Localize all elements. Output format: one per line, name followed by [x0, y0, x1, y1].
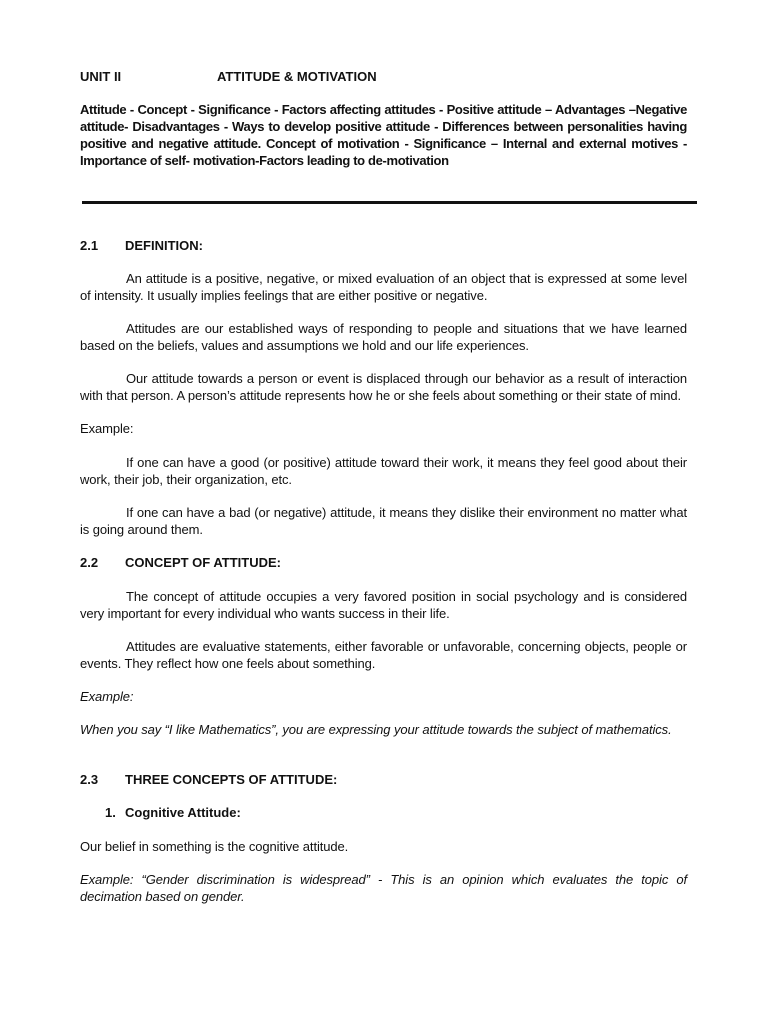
example-text: Example: “Gender discrimination is widespread” - This is an opinion which evaluates the topic of decimation based on gender.	[80, 872, 687, 904]
unit-title: ATTITUDE & MOTIVATION	[217, 69, 377, 84]
syllabus-summary: Attitude - Concept - Significance - Factors affecting attitudes - Positive attitude – Advantages –Negative attitude- Disadvantages - Ways to develop positive attitude - Differences between personalities having positive and negative attitude. Concept of motivation - Significance – Internal and external motives - Importance of self- motivation-Factors leading to de-motivation	[80, 102, 687, 168]
unit-header	[80, 69, 687, 84]
section-title: THREE CONCEPTS OF ATTITUDE:	[125, 772, 338, 787]
example-label: Example:	[80, 421, 134, 436]
paragraph: An attitude is a positive, negative, or mixed evaluation of an object that is expressed at some level of intensity. It usually implies feelings that are either positive or negative.	[80, 271, 687, 303]
section-title: CONCEPT OF ATTITUDE:	[125, 555, 281, 570]
section-number: 2.1	[80, 238, 99, 253]
paragraph: If one can have a bad (or negative) attitude, it means they dislike their environment no matter what is going around them.	[80, 505, 687, 537]
section-title: DEFINITION:	[125, 238, 203, 253]
section-number: 2.3	[80, 772, 99, 787]
paragraph: If one can have a good (or positive) attitude toward their work, it means they feel good about their work, their job, their organization, etc.	[80, 455, 687, 487]
unit-label: UNIT II	[80, 69, 122, 84]
example-label: Example:	[80, 689, 134, 704]
header-divider	[82, 201, 697, 204]
section-number: 2.2	[80, 555, 99, 570]
paragraph: Our belief in something is the cognitive attitude.	[80, 839, 349, 854]
example-text: When you say “I like Mathematics”, you are expressing your attitude towards the subject of mathematics.	[80, 722, 672, 737]
paragraph: Attitudes are evaluative statements, either favorable or unfavorable, concerning objects, people or events. They reflect how one feels about something.	[80, 639, 687, 671]
paragraph: Attitudes are our established ways of responding to people and situations that we have learned based on the beliefs, values and assumptions we hold and our life experiences.	[80, 321, 687, 353]
list-number: 1.	[105, 805, 116, 820]
paragraph: The concept of attitude occupies a very favored position in social psychology and is considered very important for every individual who wants success in their life.	[80, 589, 687, 621]
paragraph: Our attitude towards a person or event is displaced through our behavior as a result of interaction with that person. A person’s attitude represents how he or she feels about something or their state of mind.	[80, 371, 687, 403]
list-title: Cognitive Attitude:	[125, 805, 241, 820]
